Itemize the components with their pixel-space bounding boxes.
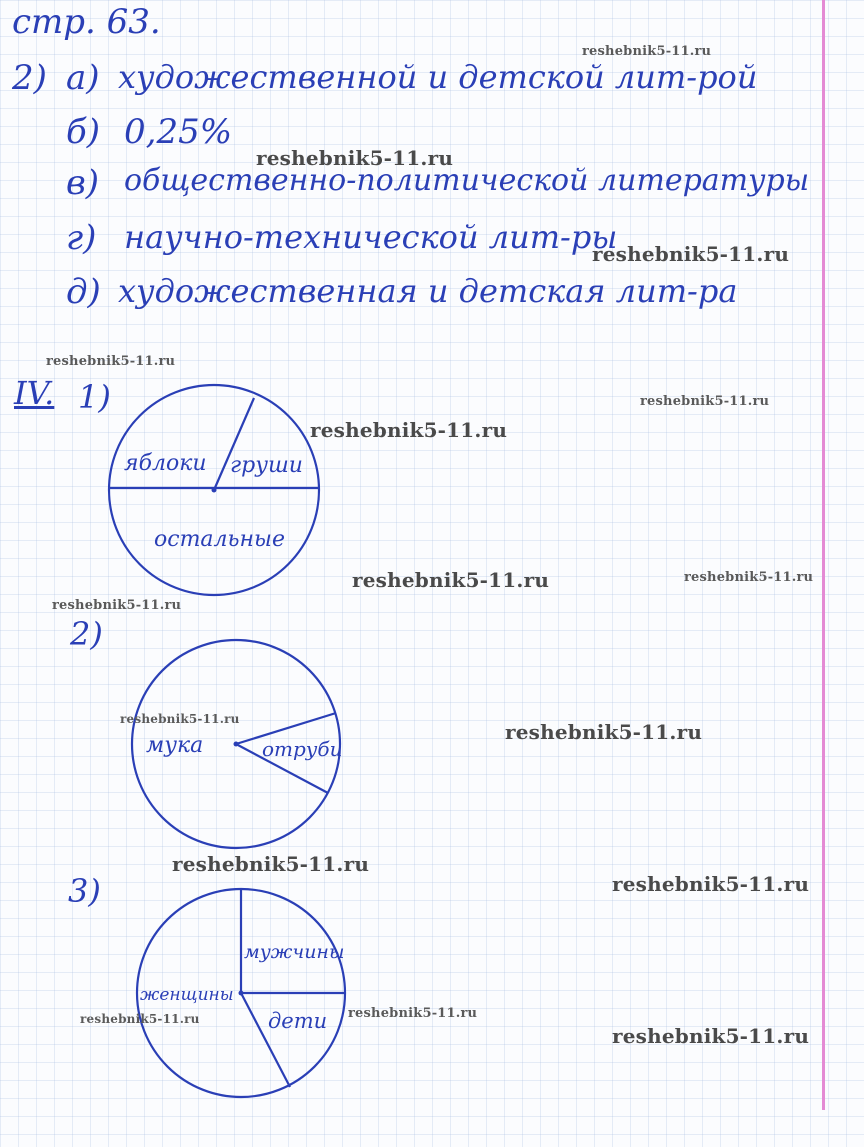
- watermark: reshebnik5-11.ru: [684, 570, 814, 585]
- answer-g-letter: г): [66, 218, 97, 258]
- page-reference: стр. 63.: [12, 2, 161, 42]
- diagram-3-label-men: мужчины: [244, 941, 345, 963]
- answer-d-text: художественная и детская лит-ра: [118, 272, 738, 310]
- diagram-2-number: 2): [70, 615, 103, 653]
- answer-a-letter: а): [66, 58, 100, 98]
- watermark: reshebnik5-11.ru: [505, 720, 703, 744]
- diagram-1-label-apples: яблоки: [124, 451, 207, 476]
- diagram-1-center: [212, 488, 217, 493]
- watermark: reshebnik5-11.ru: [352, 568, 550, 592]
- diagram-3-label-children: дети: [268, 1009, 328, 1033]
- answer-g-text: научно-технической лит-ры: [124, 218, 618, 256]
- answer-a-text: художественной и детской лит-рой: [118, 58, 758, 96]
- diagram-3-number: 3): [68, 872, 101, 910]
- watermark: reshebnik5-11.ru: [310, 418, 508, 442]
- answer-b-letter: б): [66, 112, 101, 152]
- answer-v-text: общественно-политической литературы: [124, 163, 810, 198]
- watermark: reshebnik5-11.ru: [52, 598, 182, 613]
- watermark: reshebnik5-11.ru: [640, 394, 770, 409]
- diagram-1-number: 1): [78, 378, 111, 416]
- watermark: reshebnik5-11.ru: [592, 242, 790, 266]
- diagram-2-label-flour: мука: [146, 733, 204, 758]
- watermark: reshebnik5-11.ru: [46, 354, 176, 369]
- answer-b-text: 0,25%: [124, 112, 233, 152]
- diagram-3-radius-bottom: [241, 993, 290, 1087]
- watermark: reshebnik5-11.ru: [348, 1006, 478, 1021]
- watermark: reshebnik5-11.ru: [120, 712, 240, 726]
- answer-v-letter: в): [66, 163, 100, 203]
- section-iv-heading: IV.: [14, 374, 55, 412]
- diagram-1-label-pears: груши: [230, 453, 303, 478]
- diagram-3-center: [239, 991, 244, 996]
- watermark: reshebnik5-11.ru: [172, 852, 370, 876]
- watermark: reshebnik5-11.ru: [582, 44, 712, 59]
- watermark: reshebnik5-11.ru: [612, 1024, 810, 1048]
- answer-d-letter: д): [66, 272, 101, 312]
- diagram-1-label-rest: остальные: [154, 527, 285, 552]
- diagram-3-label-women: женщины: [140, 985, 234, 1005]
- diagram-2-label-bran: отруби: [262, 737, 343, 761]
- watermark: reshebnik5-11.ru: [612, 872, 810, 896]
- section-2-number: 2): [12, 58, 47, 98]
- diagram-2-center: [234, 742, 239, 747]
- watermark: reshebnik5-11.ru: [80, 1012, 200, 1026]
- watermark: reshebnik5-11.ru: [256, 146, 454, 170]
